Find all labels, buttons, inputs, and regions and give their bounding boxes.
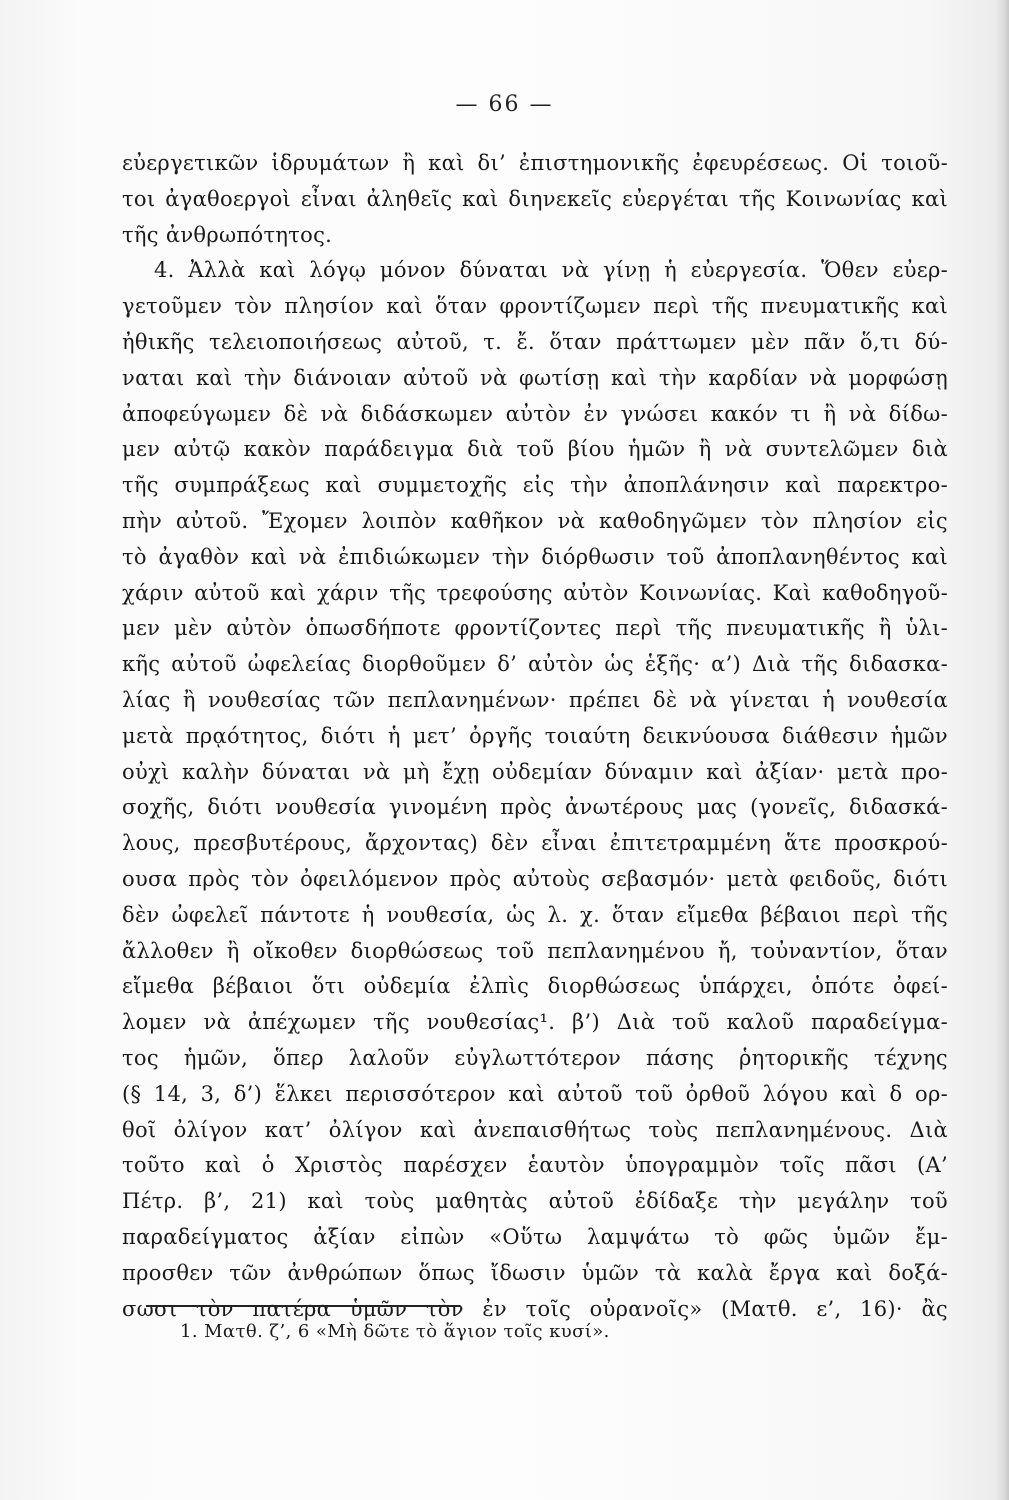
text-line: λομεν νὰ ἀπέχωμεν τῆς νουθεσίας¹. β’) Διὰ τοῦ καλοῦ παραδείγμα- (122, 1010, 948, 1035)
text-line: 4. Ἀλλὰ καὶ λόγῳ μόνον δύναται νὰ γίνῃ ἡ εὐεργεσία. Ὅθεν εὐερ- (154, 258, 948, 283)
text-line: τῆς συμπράξεως καὶ συμμετοχῆς εἰς τὴν ἀποπλάνησιν καὶ παρεκτρο- (122, 473, 948, 498)
text-line: λους, πρεσβυτέρους, ἄρχοντας) δὲν εἶναι ἐπιτετραμμένη ἅτε προσκρού- (122, 831, 948, 856)
page-number: — 66 — (455, 92, 554, 117)
text-line: δὲν ὠφελεῖ πάντοτε ἡ νουθεσία, ὡς λ. χ. ὅταν εἴμεθα βέβαιοι περὶ τῆς (122, 902, 948, 927)
text-line: μετὰ πρᾳότητος, διότι ἡ μετ’ ὀργῆς τοιαύτη δεικνύουσα διάθεσιν ἡμῶν (122, 723, 948, 748)
text-line: ἠθικῆς τελειοποιήσεως αὐτοῦ, τ. ἔ. ὅταν πράττωμεν μὲν πᾶν ὅ,τι δύ- (122, 329, 948, 354)
text-line: σωσι τὸν πατέρα ὑμῶν τὸν ἐν τοῖς οὐρανοῖς» (Ματθ. ε’, 16)· ἂς (122, 1296, 948, 1321)
text-line: μεν μὲν αὐτὸν ὁπωσδήποτε φροντίζοντες περὶ τῆς πνευματικῆς ἢ ὑλι- (122, 616, 948, 641)
text-line: τὸ ἀγαθὸν καὶ νὰ ἐπιδιώκωμεν τὴν διόρθωσιν τοῦ ἀποπλανηθέντος καὶ (122, 544, 948, 569)
footnote-divider (146, 1305, 460, 1307)
text-line: Πέτρ. β’, 21) καὶ τοὺς μαθητὰς αὐτοῦ ἐδίδαξε τὴν μεγάλην τοῦ (122, 1189, 948, 1214)
text-line: ναται καὶ τὴν διάνοιαν αὐτοῦ νὰ φωτίσῃ καὶ τὴν καρδίαν νὰ μορφώσῃ (122, 365, 948, 390)
text-line: πὴν αὐτοῦ. Ἔχομεν λοιπὸν καθῆκον νὰ καθοδηγῶμεν τὸν πλησίον εἰς (122, 508, 948, 533)
text-line: εὐεργετικῶν ἱδρυμάτων ἢ καὶ δι’ ἐπιστημονικῆς ἐφευρέσεως. Οἱ τοιοῦ- (122, 151, 948, 175)
text-line: λίας ἢ νουθεσίας τῶν πεπλανημένων· πρέπει δὲ νὰ γίνεται ἡ νουθεσία (122, 687, 948, 712)
text-line: ἄλλοθεν ἢ οἴκοθεν διορθώσεως τοῦ πεπλανημένου ἤ, τοὐναντίον, ὅταν (122, 938, 948, 963)
text-line: ἀποφεύγωμεν δὲ νὰ διδάσκωμεν αὐτὸν ἐν γνώσει κακόν τι ἢ νὰ δίδω- (122, 401, 948, 426)
text-line: προσθεν τῶν ἀνθρώπων ὅπως ἴδωσιν ὑμῶν τὰ καλὰ ἔργα καὶ δοξά- (122, 1260, 948, 1285)
footnote: 1. Ματθ. ζ’, 6 «Μὴ δῶτε τὸ ἅγιον τοῖς κυσί». (180, 1321, 610, 1342)
text-line: τοῦτο καὶ ὁ Χριστὸς παρέσχεν ἑαυτὸν ὑπογραμμὸν τοῖς πᾶσι (Α’ (122, 1153, 948, 1178)
text-line: εἴμεθα βέβαιοι ὅτι οὐδεμία ἐλπὶς διορθώσεως ὑπάρχει, ὁπότε ὀφεί- (122, 974, 948, 999)
text-line: τοι ἀγαθοεργοὶ εἶναι ἀληθεῖς καὶ διηνεκεῖς εὐεργέται τῆς Κοινωνίας καὶ (122, 186, 948, 211)
text-line: σοχῆς, διότι νουθεσία γινομένη πρὸς ἀνωτέρους μας (γονεῖς, διδασκά- (122, 795, 948, 820)
page-edge-shadow (995, 0, 1009, 1500)
body-text (122, 146, 948, 1327)
text-line: (§ 14, 3, δ’) ἕλκει περισσότερον καὶ αὐτοῦ τοῦ ὀρθοῦ λόγου καὶ δ ορ- (122, 1081, 948, 1106)
text-line: τος ἡμῶν, ὅπερ λαλοῦν εὐγλωττότερον πάσης ῥητορικῆς τέχνης (122, 1045, 948, 1070)
text-line: παραδείγματος ἀξίαν εἰπὼν «Οὕτω λαμψάτω τὸ φῶς ὑμῶν ἔμ- (122, 1224, 948, 1249)
text-line: τῆς ἀνθρωπότητος. (122, 222, 333, 247)
text-line: γετοῦμεν τὸν πλησίον καὶ ὅταν φροντίζωμεν περὶ τῆς πνευματικῆς καὶ (122, 294, 948, 319)
text-line: χάριν αὐτοῦ καὶ χάριν τῆς τρεφούσης αὐτὸν Κοινωνίας. Καὶ καθοδηγοῦ- (122, 580, 948, 605)
text-line: μεν αὐτῷ κακὸν παράδειγμα διὰ τοῦ βίου ἡμῶν ἢ νὰ συντελῶμεν διὰ (122, 437, 948, 462)
text-line: κῆς αὐτοῦ ὠφελείας διορθοῦμεν δ’ αὐτὸν ὡς ἑξῆς· α’) Διὰ τῆς διδασκα- (122, 652, 948, 677)
text-line: θοῖ ὀλίγον κατ’ ὀλίγον καὶ ἀνεπαισθήτως τοὺς πεπλανημένους. Διὰ (122, 1117, 948, 1142)
text-line: ουσα πρὸς τὸν ὀφειλόμενον πρὸς αὐτοὺς σεβασμόν· μετὰ φειδοῦς, διότι (122, 866, 948, 891)
text-line: οὐχὶ καλὴν δύναται νὰ μὴ ἔχῃ οὐδεμίαν δύναμιν καὶ ἀξίαν· μετὰ προ- (122, 759, 948, 784)
